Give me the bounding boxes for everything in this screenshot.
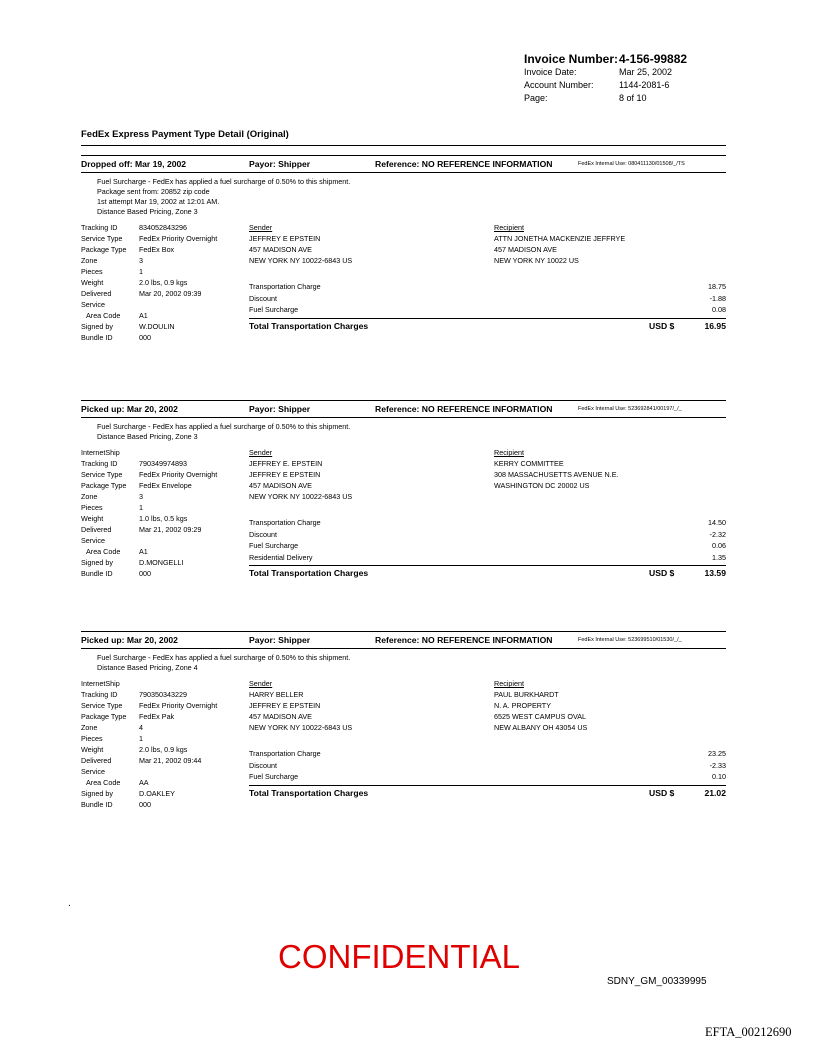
recipient-line: WASHINGTON DC 20002 US <box>494 481 590 490</box>
account-number-value: 1144-2081-6 <box>619 80 670 90</box>
charge-label: Fuel Surcharge <box>249 772 299 781</box>
charge-row <box>249 293 726 305</box>
charge-label: Discount <box>249 293 277 303</box>
charge-label: Transportation Charge <box>249 518 321 527</box>
page-row <box>524 92 734 105</box>
recipient-block <box>494 678 587 733</box>
charge-amount: 0.06 <box>712 541 726 550</box>
sender-line: 457 MADISON AVE <box>249 481 312 490</box>
shipment-header <box>81 631 726 649</box>
confidential-stamp: CONFIDENTIAL <box>278 938 521 975</box>
area-code-row <box>81 546 217 557</box>
delivered-row <box>81 288 217 299</box>
charge-row <box>249 540 726 552</box>
recipient-line: ATTN JONETHA MACKENZIE JEFFRYE <box>494 234 626 243</box>
service-type-value: FedEx Priority Overnight <box>139 234 218 243</box>
charge-amount: 23.25 <box>708 749 726 758</box>
area-code-value: A1 <box>139 547 148 556</box>
currency-label: USD $ <box>649 787 675 798</box>
invoice-number-label: Invoice Number: <box>524 52 619 66</box>
recipient-label: Recipient <box>494 448 524 457</box>
charge-row <box>249 748 726 760</box>
sender-line: NEW YORK NY 10022-6843 US <box>249 492 353 501</box>
tracking-id-row <box>81 458 217 469</box>
signed-by-label: Signed by <box>81 558 113 567</box>
tracking-id-label: Tracking ID <box>81 690 118 699</box>
page-label: Page: <box>524 93 548 103</box>
shipment-notes <box>97 422 350 442</box>
page-value: 8 of 10 <box>619 93 647 103</box>
weight-row <box>81 744 217 755</box>
weight-value: 2.0 lbs, 0.9 kgs <box>139 278 188 287</box>
shipment-notes <box>97 653 350 673</box>
area-code-label: Area Code <box>86 547 121 556</box>
sender-line: 457 MADISON AVE <box>249 712 312 721</box>
delivered-label: Delivered <box>81 289 112 298</box>
zone-value: 3 <box>139 256 143 265</box>
pieces-label: Pieces <box>81 503 103 512</box>
shipment-internal-use: FedEx Internal Use: 523692841/00197/_/_ <box>578 406 682 412</box>
shipment-notes <box>97 177 350 217</box>
sender-block <box>249 447 352 502</box>
signed-by-label: Signed by <box>81 322 113 331</box>
shipment-note: Distance Based Pricing, Zone 3 <box>97 207 198 216</box>
bates-number-efta: EFTA_00212690 <box>705 1025 792 1039</box>
service-area-label: Service <box>81 767 105 776</box>
recipient-label: Recipient <box>494 679 524 688</box>
shipment-reference: Reference: NO REFERENCE INFORMATION <box>375 404 553 414</box>
weight-row <box>81 277 217 288</box>
currency-label: USD $ <box>649 320 675 331</box>
charge-row <box>249 281 726 293</box>
charge-amount: 18.75 <box>708 282 726 291</box>
total-row <box>249 565 726 581</box>
signed-by-label: Signed by <box>81 789 113 798</box>
charges-block <box>249 281 726 334</box>
delivered-label: Delivered <box>81 756 112 765</box>
charge-label: Residential Delivery <box>249 552 313 562</box>
service-area-label: Service <box>81 300 105 309</box>
shipment-event: Dropped off: Mar 19, 2002 <box>81 159 187 169</box>
charge-label: Fuel Surcharge <box>249 541 299 550</box>
charge-amount: -1.88 <box>709 293 726 303</box>
signed-by-value: D.MONGELLI <box>139 558 184 567</box>
shipment-block <box>81 155 726 342</box>
delivered-row <box>81 524 217 535</box>
sender-label: Sender <box>249 448 273 457</box>
signed-by-row <box>81 557 217 568</box>
zone-label: Zone <box>81 723 98 732</box>
sender-line: JEFFREY E. EPSTEIN <box>249 459 323 468</box>
pieces-value: 1 <box>139 734 143 743</box>
charge-amount: 0.10 <box>712 772 726 781</box>
service-type-label: Service Type <box>81 701 123 710</box>
shipment-note: 1st attempt Mar 19, 2002 at 12:01 AM. <box>97 197 220 206</box>
package-type-row <box>81 480 217 491</box>
charge-label: Transportation Charge <box>249 282 321 291</box>
charge-row <box>249 529 726 541</box>
package-type-row <box>81 711 217 722</box>
recipient-line: NEW ALBANY OH 43054 US <box>494 723 588 732</box>
bundle-id-value: 000 <box>139 333 151 342</box>
recipient-line: NEW YORK NY 10022 US <box>494 256 579 265</box>
charges-block <box>249 517 726 581</box>
recipient-line: KERRY COMMITTEE <box>494 459 564 468</box>
total-amount: 21.02 <box>704 787 726 798</box>
stray-mark: . <box>68 898 71 909</box>
pieces-row <box>81 266 217 277</box>
invoice-number-value: 4-156-99882 <box>619 52 688 66</box>
charge-amount: 14.50 <box>708 518 726 527</box>
shipment-event: Picked up: Mar 20, 2002 <box>81 404 178 414</box>
bundle-id-label: Bundle ID <box>81 800 113 809</box>
zone-row <box>81 255 217 266</box>
recipient-line: PAUL BURKHARDT <box>494 690 559 699</box>
internet-ship-label: InternetShip <box>81 679 120 688</box>
signed-by-value: D.OAKLEY <box>139 789 175 798</box>
zone-row <box>81 491 217 502</box>
invoice-date-label: Invoice Date: <box>524 67 577 77</box>
shipment-reference: Reference: NO REFERENCE INFORMATION <box>375 159 553 169</box>
shipment-payor: Payor: Shipper <box>249 635 311 645</box>
invoice-header <box>524 52 734 105</box>
sender-line: JEFFREY E EPSTEIN <box>249 701 321 710</box>
delivered-row <box>81 755 217 766</box>
recipient-label: Recipient <box>494 223 524 232</box>
invoice-date-value: Mar 25, 2002 <box>619 67 673 77</box>
bundle-id-row <box>81 568 217 579</box>
total-row <box>249 785 726 801</box>
package-type-row <box>81 244 217 255</box>
sender-line: NEW YORK NY 10022-6843 US <box>249 256 353 265</box>
charge-amount: 1.35 <box>712 552 726 562</box>
area-code-row <box>81 310 217 321</box>
package-type-value: FedEx Box <box>139 245 175 254</box>
charge-label: Discount <box>249 529 277 539</box>
weight-label: Weight <box>81 278 104 287</box>
area-code-label: Area Code <box>86 778 121 787</box>
shipment-header <box>81 400 726 418</box>
delivered-value: Mar 20, 2002 09:39 <box>139 289 202 298</box>
pieces-row <box>81 733 217 744</box>
charge-label: Discount <box>249 760 277 770</box>
currency-label: USD $ <box>649 568 675 578</box>
invoice-number <box>524 52 734 66</box>
section-divider <box>81 145 726 146</box>
shipment-header <box>81 155 726 173</box>
total-label: Total Transportation Charges <box>249 787 369 798</box>
shipment-details <box>81 678 217 810</box>
charge-label: Fuel Surcharge <box>249 305 299 314</box>
service-type-value: FedEx Priority Overnight <box>139 701 218 710</box>
zone-label: Zone <box>81 492 98 501</box>
shipment-note: Fuel Surcharge - FedEx has applied a fuel surcharge of 0.50% to this shipment. <box>97 422 351 431</box>
charge-row <box>249 552 726 564</box>
sender-label: Sender <box>249 223 273 232</box>
recipient-line: 6525 WEST CAMPUS OVAL <box>494 712 587 721</box>
sender-line: NEW YORK NY 10022-6843 US <box>249 723 353 732</box>
charge-amount: -2.32 <box>709 529 726 539</box>
pieces-label: Pieces <box>81 734 103 743</box>
pieces-value: 1 <box>139 267 143 276</box>
service-type-label: Service Type <box>81 234 123 243</box>
weight-value: 2.0 lbs, 0.9 kgs <box>139 745 188 754</box>
package-type-label: Package Type <box>81 481 127 490</box>
shipment-block <box>81 631 726 809</box>
shipment-payor: Payor: Shipper <box>249 404 311 414</box>
package-type-value: FedEx Envelope <box>139 481 192 490</box>
signed-by-value: W.DOULIN <box>139 322 175 331</box>
shipment-note: Distance Based Pricing, Zone 3 <box>97 432 198 441</box>
account-number-label: Account Number: <box>524 80 594 90</box>
shipment-reference: Reference: NO REFERENCE INFORMATION <box>375 635 553 645</box>
sender-block <box>249 222 352 266</box>
recipient-block <box>494 447 619 491</box>
recipient-block <box>494 222 625 266</box>
total-amount: 16.95 <box>704 320 726 331</box>
signed-by-row <box>81 788 217 799</box>
bundle-id-value: 000 <box>139 800 151 809</box>
tracking-id-value: 790350343229 <box>139 690 187 699</box>
weight-label: Weight <box>81 514 104 523</box>
shipment-details <box>81 447 217 579</box>
charge-label: Transportation Charge <box>249 749 321 758</box>
bundle-id-row <box>81 332 217 343</box>
shipment-details <box>81 222 217 343</box>
recipient-line: 457 MADISON AVE <box>494 245 557 254</box>
shipment-block <box>81 400 726 578</box>
account-number-row <box>524 79 734 92</box>
charge-row <box>249 304 726 316</box>
total-label: Total Transportation Charges <box>249 320 369 331</box>
sender-line: JEFFREY E EPSTEIN <box>249 234 321 243</box>
package-type-label: Package Type <box>81 245 127 254</box>
zone-value: 3 <box>139 492 143 501</box>
pieces-row <box>81 502 217 513</box>
tracking-id-label: Tracking ID <box>81 459 118 468</box>
recipient-line: N. A. PROPERTY <box>494 701 551 710</box>
shipment-note: Fuel Surcharge - FedEx has applied a fuel surcharge of 0.50% to this shipment. <box>97 177 351 186</box>
section-title: FedEx Express Payment Type Detail (Original) <box>81 129 289 140</box>
charge-row <box>249 771 726 783</box>
charge-row <box>249 760 726 772</box>
tracking-id-row <box>81 222 217 233</box>
charge-row <box>249 517 726 529</box>
service-type-row <box>81 700 217 711</box>
package-type-label: Package Type <box>81 712 127 721</box>
shipment-event: Picked up: Mar 20, 2002 <box>81 635 178 645</box>
charge-amount: -2.33 <box>709 760 726 770</box>
total-row <box>249 318 726 334</box>
tracking-id-value: 834052843296 <box>139 223 187 232</box>
bates-number-sdny: SDNY_GM_00339995 <box>607 976 707 987</box>
shipment-payor: Payor: Shipper <box>249 159 311 169</box>
area-code-row <box>81 777 217 788</box>
area-code-label: Area Code <box>86 311 121 320</box>
tracking-id-value: 790349974893 <box>139 459 187 468</box>
charge-amount: 0.08 <box>712 305 726 314</box>
weight-row <box>81 513 217 524</box>
service-type-row <box>81 233 217 244</box>
total-amount: 13.59 <box>704 568 726 578</box>
charges-block <box>249 748 726 801</box>
delivered-value: Mar 21, 2002 09:44 <box>139 756 202 765</box>
total-label: Total Transportation Charges <box>249 568 369 578</box>
zone-value: 4 <box>139 723 143 732</box>
area-code-value: A1 <box>139 311 148 320</box>
sender-line: 457 MADISON AVE <box>249 245 312 254</box>
shipment-note: Fuel Surcharge - FedEx has applied a fuel surcharge of 0.50% to this shipment. <box>97 653 351 662</box>
shipment-internal-use: FedEx Internal Use: 523699510/01530/_/_ <box>578 637 682 643</box>
service-type-value: FedEx Priority Overnight <box>139 470 218 479</box>
service-area-label: Service <box>81 536 105 545</box>
shipment-internal-use: FedEx Internal Use: 080411130/01508/_/TS <box>578 161 685 167</box>
service-type-row <box>81 469 217 480</box>
invoice-date-row <box>524 66 734 79</box>
zone-label: Zone <box>81 256 98 265</box>
area-code-value: AA <box>139 778 149 787</box>
internet-ship-label: InternetShip <box>81 448 120 457</box>
sender-line: HARRY BELLER <box>249 690 304 699</box>
bundle-id-row <box>81 799 217 810</box>
shipment-note: Package sent from: 20852 zip code <box>97 187 210 196</box>
delivered-label: Delivered <box>81 525 112 534</box>
pieces-label: Pieces <box>81 267 103 276</box>
recipient-line: 308 MASSACHUSETTS AVENUE N.E. <box>494 470 619 479</box>
weight-value: 1.0 lbs, 0.5 kgs <box>139 514 188 523</box>
sender-line: JEFFREY E EPSTEIN <box>249 470 321 479</box>
package-type-value: FedEx Pak <box>139 712 175 721</box>
shipment-note: Distance Based Pricing, Zone 4 <box>97 663 198 672</box>
tracking-id-label: Tracking ID <box>81 223 118 232</box>
tracking-id-row <box>81 689 217 700</box>
bundle-id-label: Bundle ID <box>81 569 113 578</box>
sender-label: Sender <box>249 679 273 688</box>
service-type-label: Service Type <box>81 470 123 479</box>
weight-label: Weight <box>81 745 104 754</box>
bundle-id-value: 000 <box>139 569 151 578</box>
bundle-id-label: Bundle ID <box>81 333 113 342</box>
signed-by-row <box>81 321 217 332</box>
sender-block <box>249 678 352 733</box>
pieces-value: 1 <box>139 503 143 512</box>
delivered-value: Mar 21, 2002 09:29 <box>139 525 202 534</box>
zone-row <box>81 722 217 733</box>
